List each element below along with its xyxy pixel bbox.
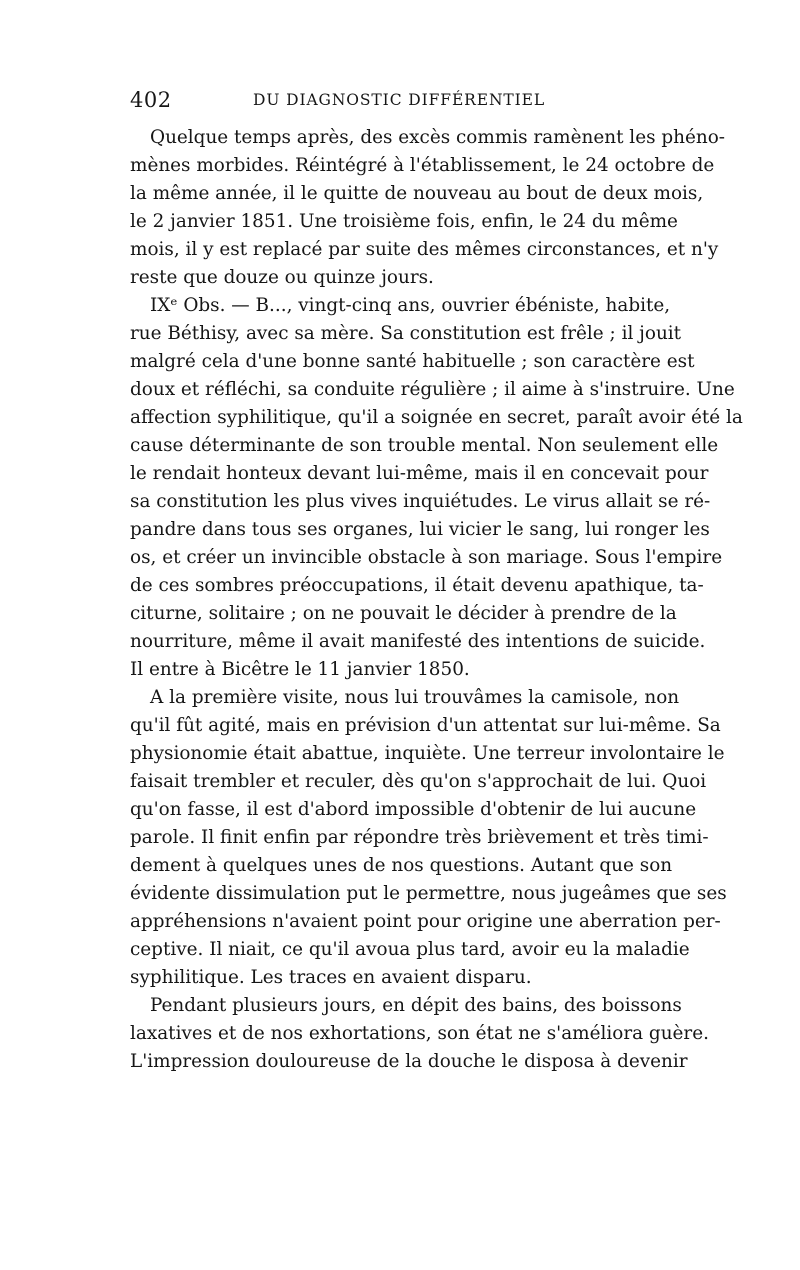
text-line: sa constitution les plus vives inquiétudes. Le virus allait se ré- <box>130 491 711 512</box>
text-line: la même année, il le quitte de nouveau au bout de deux mois, <box>130 183 704 204</box>
text-line: dement à quelques unes de nos questions. Autant que son <box>130 855 673 876</box>
text-line: Quelque temps après, des excès commis ramènent les phéno- <box>150 127 725 148</box>
text-line: reste que douze ou quinze jours. <box>130 267 434 288</box>
text-line: syphilitique. Les traces en avaient disparu. <box>130 967 532 988</box>
text-line: IXᵉ Obs. — B..., vingt-cinq ans, ouvrier ébéniste, habite, <box>150 295 671 316</box>
text-line: physionomie était abattue, inquiète. Une terreur involontaire le <box>130 743 725 764</box>
text-line: mois, il y est replacé par suite des mêmes circonstances, et n'y <box>130 239 719 260</box>
text-line: cause déterminante de son trouble mental. Non seulement elle <box>130 435 719 456</box>
text-line: le rendait honteux devant lui-même, mais il en concevait pour <box>130 463 709 484</box>
text-line: affection syphilitique, qu'il a soignée en secret, paraît avoir été la <box>130 407 743 428</box>
text-line: qu'il fût agité, mais en prévision d'un attentat sur lui-même. Sa <box>130 715 721 736</box>
body-text <box>130 124 743 1076</box>
text-line: évidente dissimulation put le permettre, nous jugeâmes que ses <box>130 883 727 904</box>
text-line: faisait trembler et reculer, dès qu'on s'approchait de lui. Quoi <box>130 771 707 792</box>
page-header <box>130 88 670 118</box>
text-line: citurne, solitaire ; on ne pouvait le décider à prendre de la <box>130 603 677 624</box>
text-line: appréhensions n'avaient point pour origine une aberration per- <box>130 911 721 932</box>
page-number: 402 <box>130 88 172 112</box>
text-line: ceptive. Il niait, ce qu'il avoua plus tard, avoir eu la maladie <box>130 939 690 960</box>
running-title: DU DIAGNOSTIC DIFFÉRENTIEL <box>253 91 546 109</box>
text-line: os, et créer un invincible obstacle à son mariage. Sous l'empire <box>130 547 723 568</box>
text-line: nourriture, même il avait manifesté des intentions de suicide. <box>130 631 706 652</box>
text-line: Il entre à Bicêtre le 11 janvier 1850. <box>130 659 470 680</box>
text-line: de ces sombres préoccupations, il était devenu apathique, ta- <box>130 575 704 596</box>
text-line: mènes morbides. Réintégré à l'établissement, le 24 octobre de <box>130 155 715 176</box>
text-line: rue Béthisy, avec sa mère. Sa constitution est frêle ; il jouit <box>130 323 682 344</box>
text-line: Pendant plusieurs jours, en dépit des bains, des boissons <box>150 995 682 1016</box>
text-line: qu'on fasse, il est d'abord impossible d'obtenir de lui aucune <box>130 799 697 820</box>
text-line: le 2 janvier 1851. Une troisième fois, enfin, le 24 du même <box>130 211 678 232</box>
text-line: parole. Il finit enfin par répondre très brièvement et très timi- <box>130 827 709 848</box>
text-line: pandre dans tous ses organes, lui vicier le sang, lui ronger les <box>130 519 710 540</box>
text-line: doux et réfléchi, sa conduite régulière ; il aime à s'instruire. Une <box>130 379 735 400</box>
text-line: A la première visite, nous lui trouvâmes la camisole, non <box>150 687 680 708</box>
text-line: malgré cela d'une bonne santé habituelle ; son caractère est <box>130 351 695 372</box>
text-line: laxatives et de nos exhortations, son état ne s'améliora guère. <box>130 1023 709 1044</box>
text-line: L'impression douloureuse de la douche le disposa à devenir <box>130 1051 688 1072</box>
